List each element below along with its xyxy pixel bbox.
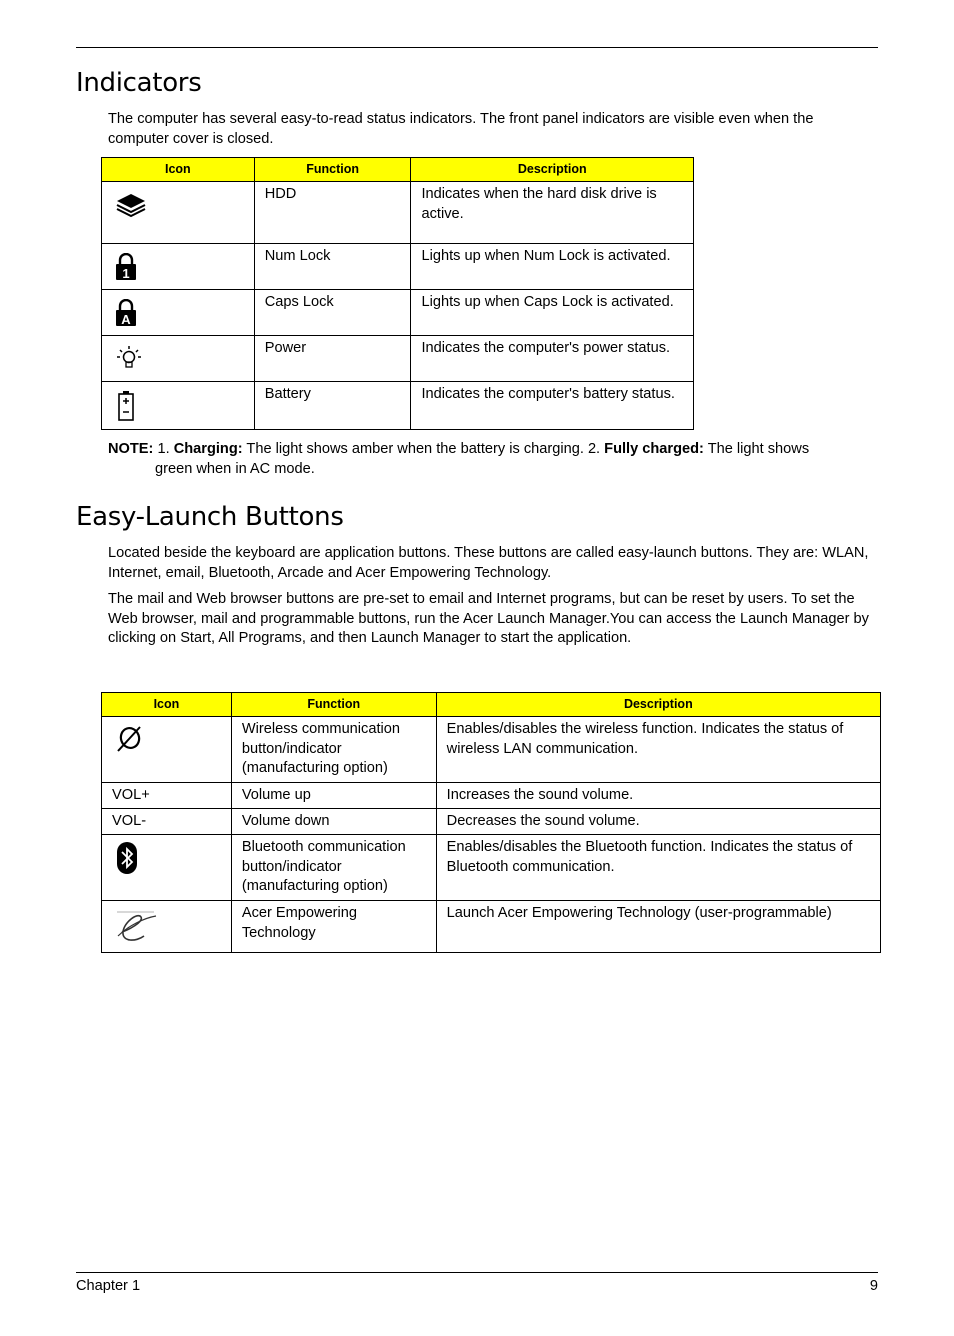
cell-description: Indicates the computer's battery status. xyxy=(411,382,694,430)
header-description: Description xyxy=(436,693,880,717)
cell-icon-text: VOL+ xyxy=(102,783,232,809)
table-row xyxy=(102,717,881,783)
header-function: Function xyxy=(254,158,411,182)
cell-description: Enables/disables the Bluetooth function. Indicates the status of Bluetooth communication. xyxy=(436,835,880,901)
note-item1-bold: Charging: xyxy=(173,441,243,457)
note-item2-text: The light shows xyxy=(707,441,810,457)
cell-function: Caps Lock xyxy=(254,290,411,336)
header-rule xyxy=(76,47,878,48)
power-icon xyxy=(114,344,144,374)
cell-description: Indicates the computer's power status. xyxy=(411,336,694,382)
footer-rule xyxy=(76,1272,878,1273)
table-row xyxy=(102,244,694,290)
easy-launch-para1: Located beside the keyboard are application buttons. These buttons are called easy-launch buttons. They are: WLAN, Internet, email, Bluetooth, Arcade and Acer Empowering Technology. xyxy=(108,545,869,581)
header-function: Function xyxy=(231,693,436,717)
cell-function: Battery xyxy=(254,382,411,430)
caps-lock-icon xyxy=(114,299,138,327)
table-row xyxy=(102,290,694,336)
table-header-row xyxy=(102,693,881,717)
svg-text:A: A xyxy=(121,311,131,327)
wireless-icon xyxy=(114,723,144,755)
bluetooth-icon xyxy=(114,841,140,875)
cell-description: Enables/disables the wireless function. Indicates the status of wireless LAN communication. xyxy=(436,717,880,783)
indicators-heading: Indicators xyxy=(76,68,202,98)
indicators-table xyxy=(101,157,694,430)
easy-launch-para2: The mail and Web browser buttons are pre-set to email and Internet programs, but can be reset by users. To set the Web browser, mail and programmable buttons, run the Acer Launch Manager.You can access the Launch Manager by clicking on Start, All Programs, and then Launch Manager to start the application. xyxy=(108,591,869,647)
easy-launch-table xyxy=(101,692,881,953)
table-row xyxy=(102,809,881,835)
table-header-row xyxy=(102,158,694,182)
note-item1-text: The light shows amber when the battery is charging. xyxy=(246,441,584,457)
cell-description: Lights up when Num Lock is activated. xyxy=(411,244,694,290)
empowering-icon xyxy=(114,908,158,946)
cell-description: Launch Acer Empowering Technology (user-programmable) xyxy=(436,901,880,953)
note-label: NOTE: xyxy=(108,441,154,457)
note-line2: green when in AC mode. xyxy=(155,460,315,477)
cell-function: Power xyxy=(254,336,411,382)
note-item2-bold: Fully charged: xyxy=(604,441,704,457)
num-lock-icon xyxy=(114,253,138,281)
cell-function: Acer Empowering Technology xyxy=(231,901,436,953)
footer-chapter: Chapter 1 xyxy=(76,1278,141,1294)
cell-description: Lights up when Caps Lock is activated. xyxy=(411,290,694,336)
header-icon: Icon xyxy=(102,158,255,182)
table-row xyxy=(102,835,881,901)
cell-function: Volume up xyxy=(231,783,436,809)
cell-icon-text: VOL- xyxy=(102,809,232,835)
easy-launch-heading: Easy-Launch Buttons xyxy=(76,502,344,532)
hdd-icon xyxy=(114,192,148,220)
header-icon: Icon xyxy=(102,693,232,717)
table-row xyxy=(102,783,881,809)
table-row xyxy=(102,182,694,244)
table-row xyxy=(102,382,694,430)
table-row xyxy=(102,336,694,382)
cell-function: Bluetooth communication button/indicator (manufacturing option) xyxy=(231,835,436,901)
note-item1-number: 1. xyxy=(157,441,170,457)
header-description: Description xyxy=(411,158,694,182)
svg-text:1: 1 xyxy=(122,265,130,281)
cell-function: Num Lock xyxy=(254,244,411,290)
cell-description: Decreases the sound volume. xyxy=(436,809,880,835)
battery-note xyxy=(108,440,878,479)
cell-description: Indicates when the hard disk drive is active. xyxy=(411,182,694,244)
note-item2-number: 2. xyxy=(587,441,601,457)
footer-page-number: 9 xyxy=(869,1278,878,1294)
indicators-intro: The computer has several easy-to-read status indicators. The front panel indicators are visible even when the computer cover is closed. xyxy=(108,111,814,147)
table-row xyxy=(102,901,881,953)
cell-function: HDD xyxy=(254,182,411,244)
cell-description: Increases the sound volume. xyxy=(436,783,880,809)
cell-function: Volume down xyxy=(231,809,436,835)
battery-icon xyxy=(114,390,138,422)
cell-function: Wireless communication button/indicator (manufacturing option) xyxy=(231,717,436,783)
